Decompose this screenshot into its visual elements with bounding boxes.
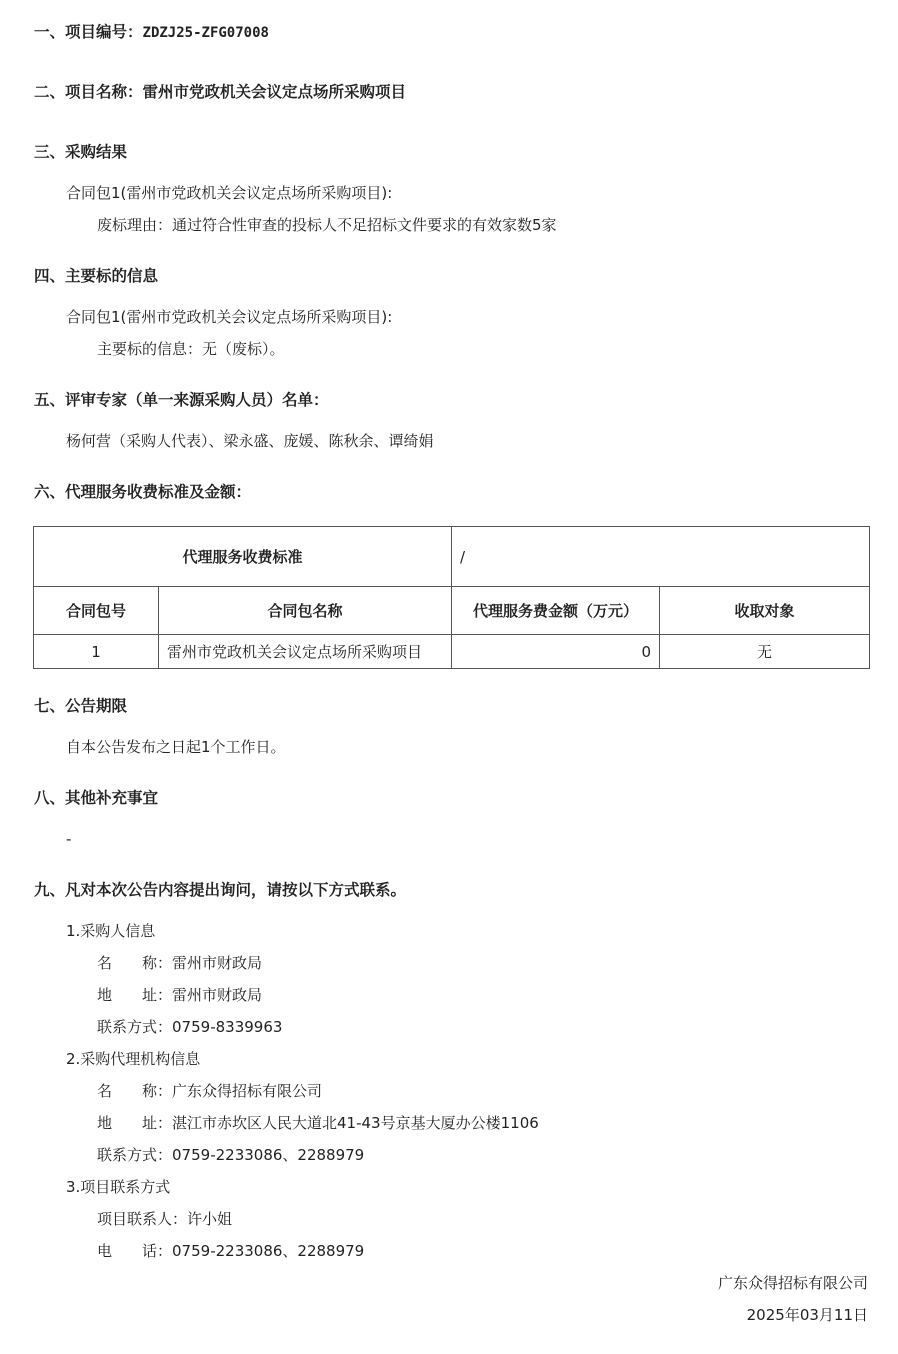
agency-name-label: 名 称： xyxy=(97,1082,173,1100)
project-contact-person-label: 项目联系人： xyxy=(97,1210,188,1228)
fee-table xyxy=(33,526,870,669)
project-name-label: 二、项目名称： xyxy=(34,83,143,101)
header-package-name: 合同包名称 xyxy=(159,587,452,635)
project-contact-phone-value: 0759-2233086、2288979 xyxy=(172,1242,365,1260)
cell-fee-amount: 0 xyxy=(452,635,660,669)
purchaser-contact-value: 0759-8339963 xyxy=(172,1018,283,1036)
cell-package-no: 1 xyxy=(34,635,159,669)
agency-contact-label: 联系方式： xyxy=(97,1146,173,1164)
project-name-value: 雷州市党政机关会议定点场所采购项目 xyxy=(142,83,407,101)
section-5-title: 五、评审专家（单一来源采购人员）名单： xyxy=(34,391,329,409)
agency-name-value: 广东众得招标有限公司 xyxy=(172,1082,323,1100)
result-reason: 废标理由：通过符合性审查的投标人不足招标文件要求的有效家数5家 xyxy=(97,216,557,234)
purchaser-address xyxy=(97,985,262,1005)
purchaser-contact xyxy=(97,1017,282,1037)
section-1-project-number xyxy=(34,22,269,43)
agency-address xyxy=(97,1113,539,1133)
project-number-label: 一、项目编号： xyxy=(34,23,143,41)
project-number-value: ZDZJ25-ZFG07008 xyxy=(142,25,269,41)
agency-name xyxy=(97,1081,322,1101)
project-contact-phone-label: 电 话： xyxy=(97,1242,173,1260)
subject-package: 合同包1(雷州市党政机关会议定点场所采购项目): xyxy=(66,308,393,326)
cell-payer: 无 xyxy=(660,635,870,669)
agency-contact xyxy=(97,1145,364,1165)
agency-address-label: 地 址： xyxy=(97,1114,173,1132)
purchaser-name-value: 雷州市财政局 xyxy=(172,954,263,972)
section-3-title: 三、采购结果 xyxy=(34,143,128,161)
section-9-title: 九、凡对本次公告内容提出询问，请按以下方式联系。 xyxy=(34,881,407,899)
agency-contact-value: 0759-2233086、2288979 xyxy=(172,1146,365,1164)
notice-period: 自本公告发布之日起1个工作日。 xyxy=(66,738,286,756)
purchaser-name-label: 名 称： xyxy=(97,954,173,972)
section-6-title: 六、代理服务收费标准及金额： xyxy=(34,483,252,501)
agency-address-value: 湛江市赤坎区人民大道北41-43号京基大厦办公楼1106 xyxy=(172,1114,539,1132)
project-contact-person-value: 许小姐 xyxy=(187,1210,233,1228)
result-package: 合同包1(雷州市党政机关会议定点场所采购项目): xyxy=(66,184,393,202)
cell-package-name: 雷州市党政机关会议定点场所采购项目 xyxy=(159,635,452,669)
section-8-title: 八、其他补充事宜 xyxy=(34,789,159,807)
section-4-title: 四、主要标的信息 xyxy=(34,267,159,285)
project-contact-phone xyxy=(97,1241,364,1261)
other-matters: - xyxy=(66,830,72,848)
purchaser-address-label: 地 址： xyxy=(97,986,173,1004)
fee-header-row xyxy=(34,587,870,635)
project-contact-heading: 3.项目联系方式 xyxy=(66,1178,171,1196)
purchaser-heading: 1.采购人信息 xyxy=(66,922,156,940)
header-payer: 收取对象 xyxy=(660,587,870,635)
fee-standard-row xyxy=(34,527,870,587)
header-fee-amount: 代理服务费金额（万元） xyxy=(452,587,660,635)
experts-list: 杨何营（采购人代表）、梁永盛、庞媛、陈秋余、谭绮娟 xyxy=(66,432,434,450)
fee-standard-label: 代理服务收费标准 xyxy=(34,527,452,587)
project-contact-person xyxy=(97,1209,232,1229)
footer-company: 广东众得招标有限公司 xyxy=(717,1274,868,1292)
agency-heading: 2.采购代理机构信息 xyxy=(66,1050,201,1068)
purchaser-address-value: 雷州市财政局 xyxy=(172,986,263,1004)
purchaser-contact-label: 联系方式： xyxy=(97,1018,173,1036)
footer-date: 2025年03月11日 xyxy=(746,1306,868,1324)
purchaser-name xyxy=(97,953,262,973)
table-row xyxy=(34,635,870,669)
header-package-no: 合同包号 xyxy=(34,587,159,635)
fee-standard-value: / xyxy=(452,527,870,587)
section-7-title: 七、公告期限 xyxy=(34,697,128,715)
subject-info: 主要标的信息：无（废标）。 xyxy=(97,340,285,358)
section-2-project-name xyxy=(34,82,406,102)
